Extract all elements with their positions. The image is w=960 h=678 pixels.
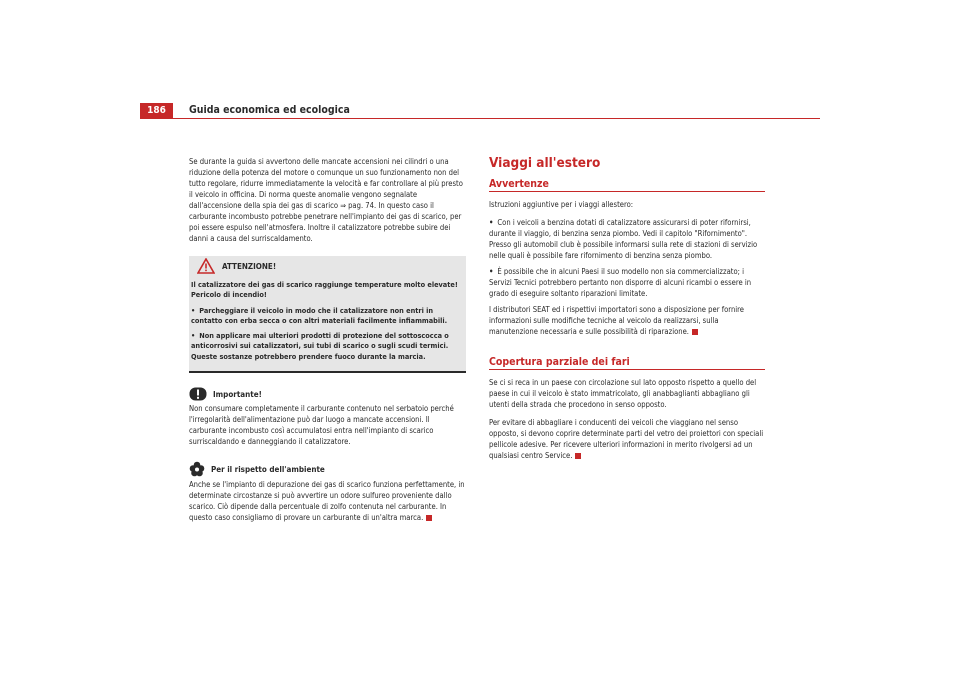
bullet-icon: • — [191, 305, 196, 315]
list-item-text: Con i veicoli a benzina dotati di catalizzatore assicurarsi di poter rifornirsi, durante il viaggio, di benzina senza piombo. Vedi il capitolo "Rifornimento". Presso gli automobil club è possibile informarsi sulla rete di stazioni di servizio nelle quali è possibile fare rifornimento di benzina senza piombo. — [489, 218, 758, 260]
intro-paragraph: Se durante la guida si avvertono delle mancate accensioni nei cilindri o una riduzione della potenza del motore o comunque un suo funzionamento non del tutto regolare, ridurre immediatamente la velocità e far controllare al più presto il veicolo in officina. Di norma queste anomalie vengono segnalate dall'accensione della spia dei gas di scarico ⇒ pag. 74. In questo caso il carburante incombusto potrebbe penetrare nell'impianto dei gas di scarico, per poi essere espulso nell'atmosfera. Inoltre il catalizzatore potrebbe subire dei danni a causa del surriscaldamento. — [189, 157, 463, 243]
chapter-heading: Viaggi all'estero — [489, 155, 601, 171]
warning-triangle-icon — [197, 258, 215, 274]
warning-bullet — [191, 331, 464, 362]
end-of-section-icon — [575, 453, 581, 459]
left-column — [189, 156, 466, 530]
header-rule — [140, 118, 820, 119]
warning-bullet — [191, 306, 464, 327]
environment-title: Per il rispetto dell'ambiente — [211, 464, 325, 474]
important-header — [189, 387, 466, 401]
section-outro — [489, 304, 765, 337]
end-of-section-icon — [426, 515, 432, 521]
warning-body — [189, 278, 466, 369]
important-title: Importante! — [213, 389, 262, 399]
environment-text — [189, 479, 466, 523]
bullet-icon: • — [489, 267, 494, 276]
bullet-icon: • — [191, 331, 196, 341]
exclamation-icon — [189, 387, 207, 401]
section-title-avvertenze: Avvertenze — [489, 179, 765, 192]
section-intro: Istruzioni aggiuntive per i viaggi allestero: — [489, 200, 634, 209]
warning-title: ATTENZIONE! — [222, 262, 277, 271]
section-title-copertura: Copertura parziale dei fari — [489, 357, 765, 370]
warning-header — [189, 256, 466, 278]
right-column — [489, 155, 765, 468]
section-outro-text: I distributori SEAT ed i rispettivi importatori sono a disposizione per fornire informazioni sulle modifiche tecniche al veicolo da realizzarsi, sulla manutenzione necessaria e sulle possibilità di riparazione. — [489, 305, 745, 336]
warning-bullet-text: Parcheggiare il veicolo in modo che il catalizzatore non entri in contatto con erba secca o con altri materiali facilmente infiammabili. — [191, 305, 448, 325]
environment-header — [189, 461, 466, 477]
list-item-text: È possibile che in alcuni Paesi il suo modello non sia commercializzato; i Servizi Tecnici potrebbero pertanto non disporre di alcuni ricambi o essere in grado di eseguire soltanto riparazioni limitate. — [489, 267, 752, 298]
section-paragraph — [489, 417, 765, 461]
list-item — [489, 266, 765, 299]
section-paragraph-text: Per evitare di abbagliare i conducenti dei veicoli che viaggiano nel senso opposto, si devono coprire determinate parti del vetro dei proiettori con speciali pellicole adesive. Per ricevere ulteriori informazioni in merito rivolgersi ad un qualsiasi centro Service. — [489, 418, 764, 460]
flower-icon — [189, 461, 205, 477]
list-item — [489, 217, 765, 261]
bullet-icon: • — [489, 218, 494, 227]
environment-text-body: Anche se l'impianto di depurazione dei gas di scarico funziona perfettamente, in determinate circostanze si può avvertire un odore sulfureo proveniente dallo scarico. Ciò dipende dalla percentuale di zolfo contenuta nel carburante. In questo caso consigliamo di provare un carburante di un'altra marca. — [189, 480, 465, 523]
important-text: Non consumare completamente il carburante contenuto nel serbatoio perché l'irregolarità dell'alimentazione può dar luogo a mancate accensioni. Il carburante incombusto così accumulatosi entra nell'impianto di scarico surriscaldando e danneggiando il catalizzatore. — [189, 404, 454, 447]
page-number: 186 — [140, 103, 173, 118]
end-of-section-icon — [692, 329, 698, 335]
warning-intro: Il catalizzatore dei gas di scarico raggiunge temperature molto elevate! Pericolo di incendio! — [191, 280, 458, 300]
warning-bullet-text: Non applicare mai ulteriori prodotti di protezione del sottoscocca o anticorrosivi sui catalizzatori, sui tubi di scarico o sugli scudi termici. Queste sostanze potrebbero prendere fuoco durante la marcia. — [191, 331, 449, 361]
running-header-title: Guida economica ed ecologica — [189, 104, 350, 116]
section-paragraph: Se ci si reca in un paese con circolazione sul lato opposto rispetto a quello del paese in cui il veicolo è stato immatricolato, gli anabbaglianti abbagliano gli utenti della strada che procedono in senso opposto. — [489, 378, 757, 409]
warning-box — [189, 256, 466, 373]
